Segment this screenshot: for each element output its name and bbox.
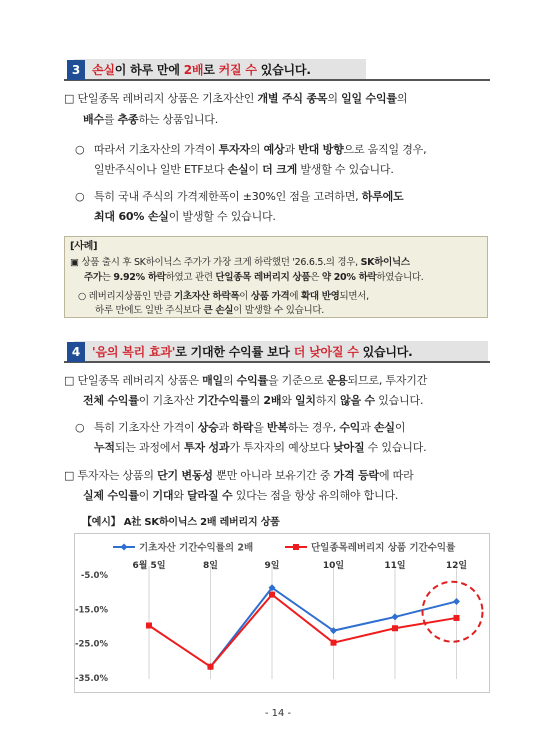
text-run: 로 [203, 63, 219, 77]
text-run: 의 [396, 92, 408, 105]
text-run: 뿐만 아니라 보유기간 중 [212, 469, 334, 482]
text-run: 되므로, 투자기간 [347, 374, 428, 387]
legend-label: 단일종목레버리지 상품 기간수익률 [311, 542, 456, 554]
text-run: 추종 [117, 113, 139, 126]
text-run: 상승 [197, 421, 219, 434]
text-run: 의 [327, 92, 342, 105]
text-run: 달라질 수 [187, 489, 233, 502]
text-run: 특히 국내 주식의 가격제한폭이 ±30%인 점을 고려하면, [94, 190, 362, 203]
text-run: 투자 성과 [184, 441, 230, 454]
text-run: 투자자 [218, 143, 250, 156]
data-point [392, 613, 399, 620]
text-run: 전체 수익률 [83, 394, 139, 407]
data-point [269, 592, 275, 598]
text-run: 하는 상품입니다. [138, 113, 219, 126]
text-run: 있습니다. [358, 345, 413, 359]
x-tick-label: 11일 [384, 561, 406, 571]
text-run: 하는 경우, [287, 421, 340, 434]
section3-number: 3 [67, 60, 85, 80]
text-run: 에 [289, 291, 301, 302]
text-run: 이 하루 만에 [114, 63, 184, 77]
text-run: 하였고 관련 [165, 272, 216, 283]
text-run: 가 투자자의 예상보다 [229, 441, 334, 454]
text-run: 을 [253, 421, 267, 434]
data-point [208, 664, 214, 670]
data-point [454, 615, 460, 621]
text-run: 반복 [266, 421, 288, 434]
text-run: 와 [281, 394, 295, 407]
text-run: 되면서, [339, 291, 369, 302]
text-run: 2배 [183, 63, 204, 77]
section4-para2-line1 [64, 466, 414, 486]
section4-bullet1-line1 [94, 418, 405, 438]
text-run: 하루에도 [361, 190, 404, 203]
text-run: 이 [138, 489, 153, 502]
text-run: 하였습니다. [376, 272, 424, 283]
text-run: 은 [310, 272, 322, 283]
data-point [146, 623, 152, 629]
section4-number: 4 [67, 342, 85, 362]
text-run: 이 [394, 421, 406, 434]
section4-para2-line2 [83, 486, 398, 506]
section3-bullet1-line1 [94, 140, 426, 160]
chart-frame [74, 533, 490, 693]
text-run: 에 따라 [378, 469, 414, 482]
text-run: 으로 움직일 경우, [343, 143, 427, 156]
data-point [453, 598, 460, 605]
text-run: 의 [249, 143, 264, 156]
text-run: 일일 수익률 [341, 92, 397, 105]
case-line3 [78, 289, 369, 304]
text-run: 를 [103, 113, 118, 126]
text-run: 상품 가격 [250, 291, 290, 302]
section4-para1-line2 [83, 391, 423, 411]
legend-marker [293, 544, 299, 550]
text-run: ▣ 상품 출시 후 SK하이닉스 주가가 가장 크게 하락했던 '26.6.5.의 경우, [70, 257, 361, 268]
text-run: 개별 주식 종목 [257, 92, 328, 105]
text-run: 이 [248, 163, 263, 176]
text-run: 는 [101, 272, 114, 283]
text-run: 있습니다. [256, 63, 311, 77]
series-line [149, 595, 457, 667]
text-run: 약 20% 하락 [321, 272, 377, 283]
section3-bullet1-line2 [94, 160, 394, 180]
legend-marker [121, 544, 128, 551]
text-run: 와 [173, 489, 188, 502]
text-run: 과 [218, 421, 233, 434]
text-run: 수익 [339, 421, 361, 434]
text-run: 이 발생할 수 있습니다. [233, 305, 324, 316]
text-run: 예상 [263, 143, 285, 156]
text-run: 되는 과정에서 [114, 441, 185, 454]
text-run: 이 발생할 수 있습니다. [168, 210, 276, 223]
text-run: 수익률 [236, 374, 268, 387]
text-run: 최대 60% 손실 [94, 210, 169, 223]
text-run: 반대 방향 [298, 143, 344, 156]
text-run: 단일종목 레버리지 상품 [215, 272, 311, 283]
section4-bullet1-mark: ○ [75, 421, 85, 434]
section4-para1-line1 [64, 371, 427, 391]
x-tick-label: 12일 [445, 561, 468, 571]
text-run: 단기 변동성 [157, 469, 213, 482]
text-run: 과 [284, 143, 299, 156]
text-run: 하락 [232, 421, 254, 434]
text-run: 주가 [84, 272, 102, 283]
line-chart [75, 534, 491, 694]
case-line2 [84, 270, 423, 285]
text-run: 누적 [94, 441, 115, 454]
y-tick-label: -25.0% [75, 639, 108, 650]
page-number: - 14 - [264, 708, 292, 719]
text-run: 수 있습니다. [364, 441, 427, 454]
text-run: □ 투자자는 상품의 [64, 469, 158, 482]
x-tick-label: 6월 5일 [132, 561, 166, 571]
y-tick-label: -15.0% [75, 605, 108, 616]
text-run: 큰 손실 [203, 305, 234, 316]
example-title: 【예시】 A社 SK하이닉스 2배 레버리지 상품 [82, 517, 280, 528]
text-run: 따라서 기초자산의 가격이 [94, 143, 219, 156]
text-run: 일치 [295, 394, 316, 407]
section3-bullet2-line2 [94, 207, 276, 227]
text-run: 이 기초자산 [138, 394, 198, 407]
text-run: 운용 [326, 374, 348, 387]
text-run: 있습니다. [374, 394, 424, 407]
section3-bullet2-mark: ○ [75, 190, 85, 203]
text-run: 확대 반영 [300, 291, 340, 302]
text-run: 더 낮아질 수 [293, 345, 359, 359]
data-point [331, 640, 337, 646]
case-line4 [95, 303, 324, 318]
text-run: ○ 레버리지상품인 만큼 [78, 291, 175, 302]
text-run: 하루 만에도 일반 주식보다 [95, 305, 204, 316]
text-run: 하지 [315, 394, 341, 407]
text-run: 매일 [202, 374, 223, 387]
text-run: 특히 기초자산 가격이 [94, 421, 198, 434]
text-run: SK하이닉스 [360, 257, 410, 268]
section3-title [92, 60, 311, 80]
text-run: 더 크게 [262, 163, 298, 176]
text-run: 낮아질 [333, 441, 365, 454]
text-run: '음의 복리 효과' [92, 345, 176, 359]
section3-bullet2-line1 [94, 187, 403, 207]
text-run: □ 단일종목 레버리지 상품은 [64, 374, 203, 387]
data-point [392, 625, 398, 631]
text-run: 이 [239, 291, 251, 302]
section3-bullet1-mark: ○ [75, 143, 85, 156]
x-tick-label: 8일 [203, 561, 218, 571]
text-run: 손실 [373, 421, 395, 434]
text-run: 의 [249, 394, 264, 407]
text-run: 의 [222, 374, 237, 387]
case-line1 [70, 255, 410, 270]
text-run: 로 기대한 수익률 보다 [175, 345, 294, 359]
section4-bullet1-line2 [94, 438, 426, 458]
text-run: 배수 [83, 113, 104, 126]
text-run: 기간수익률 [197, 394, 250, 407]
section3-para1-line2 [83, 110, 218, 130]
y-tick-label: -5.0% [80, 571, 108, 581]
x-tick-label: 10일 [322, 561, 345, 571]
text-run: 일반주식이나 일반 ETF보다 [94, 163, 228, 176]
y-tick-label: -35.0% [75, 674, 108, 684]
text-run: 커질 수 [218, 63, 257, 77]
text-run: 기초자산 하락폭 [174, 291, 240, 302]
x-tick-label: 9일 [264, 561, 280, 571]
highlight-circle [423, 582, 483, 642]
text-run: 9.92% 하락 [113, 272, 166, 283]
text-run: 을 기준으로 [267, 374, 327, 387]
legend-label: 기초자산 기간수익률의 2배 [139, 542, 254, 554]
text-run: 손실 [92, 63, 115, 77]
text-run: 기대 [152, 489, 174, 502]
text-run: □ 단일종목 레버리지 상품은 기초자산인 [64, 92, 258, 105]
text-run: 발생할 수 있습니다. [297, 163, 394, 176]
text-run: 실제 수익률 [83, 489, 139, 502]
text-run: 있다는 점을 항상 유의해야 합니다. [232, 489, 399, 502]
case-title: [사례] [70, 241, 98, 252]
text-run: 가격 등락 [333, 469, 379, 482]
text-run: 손실 [227, 163, 249, 176]
text-run: 않을 수 [340, 394, 375, 407]
text-run: 과 [360, 421, 374, 434]
text-run: 2배 [263, 394, 282, 407]
section3-para1-line1 [64, 89, 407, 109]
section4-title [92, 342, 413, 362]
